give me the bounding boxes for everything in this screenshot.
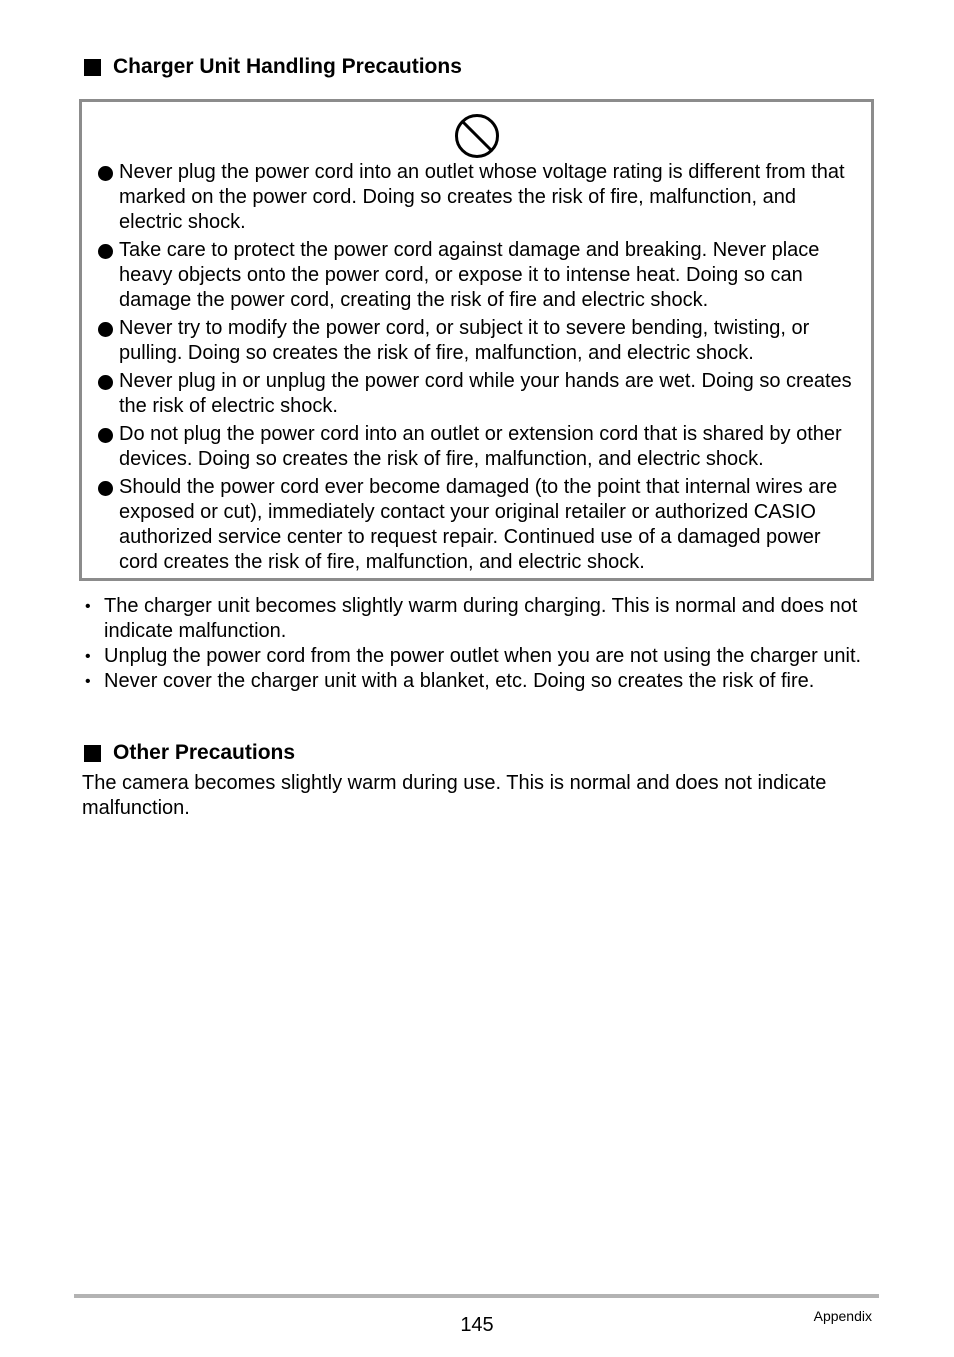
note-text: The charger unit becomes slightly warm during charging. This is normal and does not indicate malfunction. (104, 595, 858, 642)
bullet-dot-icon (98, 166, 113, 181)
section-heading-charger (82, 55, 462, 79)
bullet-dot-icon (98, 428, 113, 443)
section-title: Other Precautions (113, 741, 296, 764)
note-text: Never cover the charger unit with a blanket, etc. Doing so creates the risk of fire. (104, 670, 815, 692)
notes-list (82, 594, 882, 694)
section-heading-other (82, 741, 295, 765)
bullet-dot-icon (98, 375, 113, 390)
warning-item (98, 160, 858, 235)
note-item (82, 669, 882, 694)
warning-box (79, 99, 874, 581)
warning-item (98, 475, 858, 575)
warning-item (98, 238, 858, 313)
bullet-dot-icon (98, 244, 113, 259)
bullet-icon: • (85, 648, 91, 665)
warning-text: Never plug in or unplug the power cord while your hands are wet. Doing so creates the risk of electric shock. (119, 370, 852, 417)
warning-item (98, 422, 858, 472)
footer-divider (74, 1294, 879, 1298)
warning-text: Should the power cord ever become damaged (to the point that internal wires are exposed or cut), immediately contact your original retailer or authorized CASIO authorized service center to request repair. Continued use of a damaged power cord creates the risk of fire, malfunction, and electric shock. (119, 476, 838, 573)
prohibition-icon (454, 113, 500, 159)
footer-section-label: Appendix (813, 1308, 872, 1324)
note-text: Unplug the power cord from the power outlet when you are not using the charger unit. (104, 645, 862, 667)
warning-text: Do not plug the power cord into an outlet or extension cord that is shared by other devices. Doing so creates the risk of fire, malfunction, and electric shock. (119, 423, 842, 470)
warning-item (98, 369, 858, 419)
warning-text: Never try to modify the power cord, or subject it to severe bending, twisting, or pulling. Doing so creates the risk of fire, malfunction, and electric shock. (119, 317, 810, 364)
warning-item (98, 316, 858, 366)
warning-text: Never plug the power cord into an outlet whose voltage rating is different from that marked on the power cord. Doing so creates the risk of fire, malfunction, and electric shock. (119, 161, 845, 233)
page-number: 145 (460, 1314, 494, 1336)
other-precautions-text: The camera becomes slightly warm during use. This is normal and does not indicate malfunction. (82, 772, 827, 819)
bullet-dot-icon (98, 481, 113, 496)
note-item (82, 644, 882, 669)
warning-text: Take care to protect the power cord against damage and breaking. Never place heavy objects onto the power cord, or expose it to intense heat. Doing so can damage the power cord, creating the risk of fire and electric shock. (119, 239, 820, 311)
bullet-dot-icon (98, 322, 113, 337)
note-item (82, 594, 882, 644)
bullet-icon: • (85, 598, 91, 615)
black-square-icon (84, 59, 101, 76)
section-title: Charger Unit Handling Precautions (113, 55, 462, 78)
black-square-icon (84, 745, 101, 762)
bullet-icon: • (85, 673, 91, 690)
warning-list (98, 160, 858, 578)
